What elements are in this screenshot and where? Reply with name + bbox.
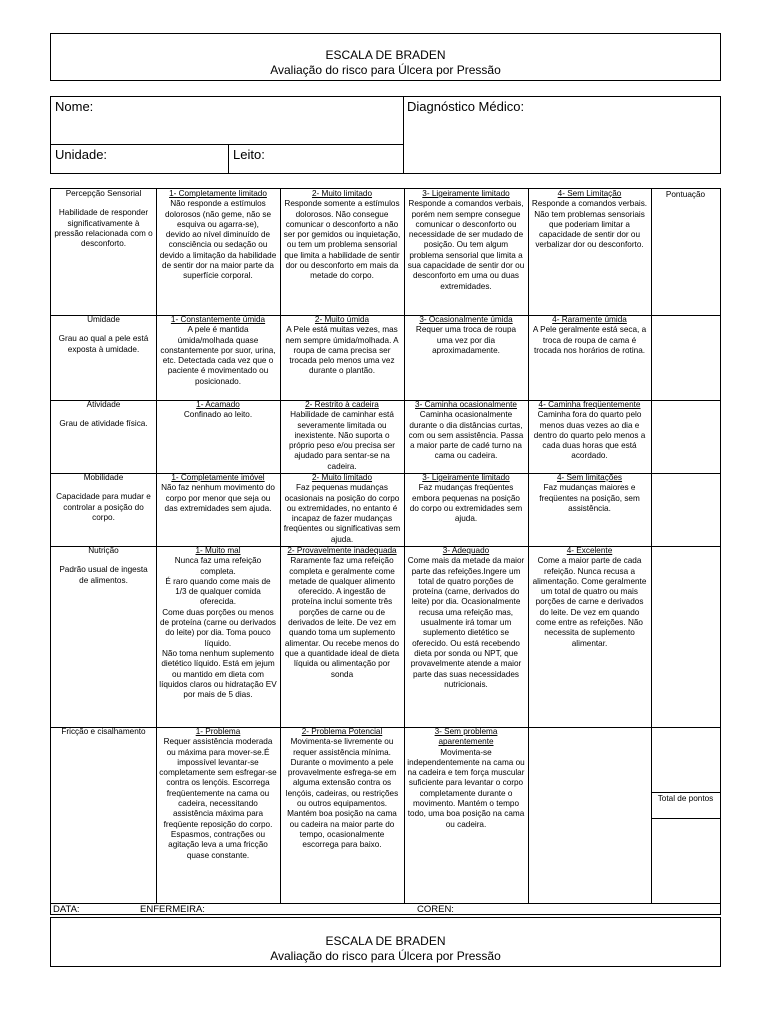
score-level-cell[interactable]: [528, 727, 651, 903]
score-level-cell[interactable]: [280, 727, 404, 903]
name-field[interactable]: [55, 99, 395, 141]
level-description: Não faz nenhum movimento do corpo por menor que seja ou das extremidades sem ajuda.: [161, 483, 275, 513]
total-points-label: Total de pontos: [657, 794, 714, 803]
date-label: DATA:: [53, 904, 80, 915]
category-description: Padrão usual de ingesta de alimentos.: [59, 565, 148, 585]
level-title: 4- Sem limitações: [556, 473, 623, 482]
score-level-cell[interactable]: [528, 473, 651, 546]
level-description: Requer uma troca de roupa uma vez por dia aproximadamente.: [415, 325, 517, 355]
level-description: Movimenta-se independentemente na cama ou na cadeira e tem força muscular suficiente para levantar o corpo completamente durante o movimento. Mantém o tempo todo, uma boa posição na cama ou cadeira.: [407, 747, 525, 829]
category-cell: [51, 189, 156, 315]
form-title: ESCALA DE BRADEN: [325, 48, 446, 62]
score-level-cell[interactable]: [280, 473, 404, 546]
level-title: 3- Adequado: [442, 546, 490, 555]
score-level-cell[interactable]: [528, 400, 651, 473]
score-level-cell[interactable]: [528, 315, 651, 400]
footer-divider: [51, 903, 720, 904]
braden-scale-table: [50, 188, 721, 915]
unit-field[interactable]: [55, 147, 223, 171]
category-name: Mobilidade: [83, 473, 124, 482]
diagnosis-label: Diagnóstico Médico:: [407, 99, 525, 114]
footer-title-box: [50, 917, 721, 967]
level-title: 4- Sem Limitação: [557, 189, 622, 198]
category-name: Nutrição: [88, 546, 119, 555]
level-title: 3- Sem problema aparentemente: [434, 727, 498, 747]
level-title: 4- Excelente: [566, 546, 613, 555]
level-description: A Pele está muitas vezes, mas nem sempre úmida/molhada. A roupa de cama precisa ser trocada pelo menos uma vez durante o plantão.: [285, 325, 399, 376]
level-description: Caminha fora do quarto pelo menos duas vezes ao dia e dentro do quarto pelo menos a cada duas horas que está acordado.: [533, 410, 646, 461]
level-title: 1- Muito mal: [195, 546, 241, 555]
level-title: 4- Raramente úmida: [552, 315, 627, 324]
total-divider: [651, 792, 720, 793]
level-description: Caminha ocasionalmente durante o dia distâncias curtas, com ou sem assistência. Passa a maior parte de cadé turno na cama ou cadeira.: [408, 410, 524, 461]
category-cell: [51, 473, 156, 546]
score-level-cell[interactable]: [404, 546, 528, 727]
footer-title: ESCALA DE BRADEN: [325, 934, 446, 948]
nurse-label: ENFERMEIRA:: [140, 904, 205, 915]
level-title: 3- Ocasionalmente úmida: [419, 315, 513, 324]
level-description: Faz mudanças freqüentes embora pequenas na posição do corpo ou extremidades sem ajuda.: [409, 483, 523, 524]
category-name: Umidade: [87, 315, 120, 324]
level-title: 2- Muito úmida: [314, 315, 370, 324]
level-description: Responde somente a estímulos dolorosos. Não consegue comunicar o desconforto a não ser por gemidos ou inquietação, ou tem um problema sensorial que limita a habilidade de sentir dor ou desconforto em mais da metade do corpo.: [283, 199, 401, 281]
coren-field[interactable]: [417, 904, 454, 915]
category-description: Habilidade de responder significativamente à pressão relacionada com o desconforto.: [54, 208, 153, 249]
score-level-cell[interactable]: [156, 546, 280, 727]
level-description: Requer assistência moderada ou máxima para mover-se.É impossível levantar-se completamente sem esfregar-se contra os lençóis. Escorrega freqüentemente na cama ou cadeira, necessitando assistência máxima para freqüente reposição do corpo. Espasmos, contrações ou agitação leva a uma fricção quase constante.: [159, 737, 277, 860]
score-level-cell[interactable]: [528, 546, 651, 727]
level-description: Come mais da metade da maior parte das refeições.Ingere um total de quatro porções de proteína (carne, derivados do leite) por dia. Ocasionalmente recusa uma refeição mas, usualmente irá tomar um suplemento dietético se oferecido. Ou está recebendo dieta por sonda ou NPT, que provavelmente atende a maior parte das suas necessidades nutricionais.: [407, 556, 525, 689]
score-level-cell[interactable]: [404, 189, 528, 315]
level-title: 2- Problema Potencial: [301, 727, 383, 736]
level-title: 2- Muito limitado: [311, 189, 373, 198]
level-title: 3- Caminha ocasionalmente: [415, 400, 517, 409]
level-title: 3- Ligeiramente limitado: [422, 473, 510, 482]
score-header-label: Pontuação: [665, 190, 706, 199]
date-field[interactable]: [53, 904, 80, 915]
category-cell: [51, 546, 156, 727]
level-title: 1- Acamado: [196, 400, 240, 409]
level-description: A pele é mantida úmida/molhada quase constantemente por suor, urina, etc. Detectada cada vez que o paciente é movimentado ou posicionado.: [160, 325, 276, 386]
category-description: Grau de atividade física.: [59, 419, 148, 429]
total-divider: [651, 818, 720, 819]
score-level-cell[interactable]: [156, 473, 280, 546]
score-level-cell[interactable]: [156, 400, 280, 473]
coren-label: COREN:: [417, 904, 454, 915]
score-level-cell[interactable]: [528, 189, 651, 315]
form-title-box: [50, 33, 721, 81]
form-subtitle: Avaliação do risco para Úlcera por Pressão: [270, 63, 501, 77]
level-title: 2- Muito limitado: [311, 473, 373, 482]
category-cell: [51, 315, 156, 400]
footer-subtitle: Avaliação do risco para Úlcera por Pressão: [270, 949, 501, 963]
level-title: 2- Provavelmente inadequada: [287, 546, 397, 555]
score-level-cell[interactable]: [404, 400, 528, 473]
level-description: Não responde a estímulos dolorosos (não geme, não se esquiva ou agarra-se), devido ao nível diminuído de consciência ou sedação ou devido a limitação da habilidade de sentir dor na maior parte da superfície corporal.: [159, 199, 277, 281]
category-description: Grau ao qual a pele está exposta à umidade.: [58, 334, 149, 354]
level-description: Responde a comandos verbais. Não tem problemas sensoriais que poderiam limitar a capacidade de sentir dor ou verbalizar dor ou desconforto.: [531, 199, 648, 250]
bed-field[interactable]: [233, 147, 398, 171]
category-name: Fricção e cisalhamento: [61, 727, 146, 736]
score-level-cell[interactable]: [280, 546, 404, 727]
unit-label: Unidade:: [55, 147, 108, 162]
bed-label: Leito:: [233, 147, 265, 162]
level-description: Come a maior parte de cada refeição. Nunca recusa a alimentação. Come geralmente um total de quatro ou mais porções de carne e derivados do leite. De vez em quando come entre as refeições. Não necessita de suplemento alimentar.: [532, 556, 647, 648]
level-title: 1- Completamente limitado: [169, 189, 267, 198]
level-title: 3- Ligeiramente limitado: [422, 189, 510, 198]
score-level-cell[interactable]: [280, 315, 404, 400]
score-level-cell[interactable]: [156, 727, 280, 903]
level-title: 1- Problema: [195, 727, 241, 736]
name-label: Nome:: [55, 99, 94, 114]
level-title: 4- Caminha freqüentemente: [538, 400, 641, 409]
nurse-field[interactable]: [140, 904, 205, 915]
score-level-cell[interactable]: [280, 400, 404, 473]
score-row-divider: [651, 727, 720, 728]
diagnosis-field[interactable]: [407, 99, 707, 169]
category-cell: [51, 400, 156, 473]
category-description: Capacidade para mudar e controlar a posição do corpo.: [56, 492, 151, 522]
score-level-cell[interactable]: [404, 727, 528, 903]
level-title: 1- Completamente imóvel: [171, 473, 265, 482]
category-name: Percepção Sensorial: [65, 189, 142, 198]
score-level-cell[interactable]: [404, 315, 528, 400]
level-description: Faz pequenas mudanças ocasionais na posição do corpo ou extremidades, no entanto é incapaz de fazer mudanças freqüentes ou significativas sem ajuda.: [283, 483, 401, 544]
score-level-cell[interactable]: [404, 473, 528, 546]
level-description: A Pele geralmente está seca, a troca de roupa de cama é trocada nos horários de rotina.: [532, 325, 647, 355]
level-title: 1- Constantemente úmida: [170, 315, 266, 324]
level-title: 2- Restrito à cadeira: [305, 400, 379, 409]
category-cell: [51, 727, 156, 903]
patient-info-box: [50, 96, 721, 174]
total-points-cell: [651, 792, 720, 818]
level-description: Responde a comandos verbais, porém nem sempre consegue comunicar o desconforto ou necessidade de ser mudado de posição. Ou tem algum problema sensorial que limita a sua capacidade de sentir dor ou desconforto em uma ou duas extremidades.: [407, 199, 525, 291]
score-level-cell[interactable]: [156, 189, 280, 315]
category-name: Atividade: [86, 400, 121, 409]
level-description: Movimenta-se livremente ou requer assistência mínima. Durante o movimento a pele provavelmente esfrega-se em alguma extensão contra os lençóis, cadeiras, ou restrições ou outros equipamentos. Mantém boa posição na cama ou cadeira na maior parte do tempo, ocasionalmente escorrega para baixo.: [285, 737, 399, 850]
score-level-cell[interactable]: [280, 189, 404, 315]
level-description: Nunca faz uma refeição completa. É raro quando come mais de 1/3 de qualquer comida oferecida. Come duas porções ou menos de proteína (carne ou derivados do leite) por dia. Toma pouco líquido. Não toma nenhum suplemento dietético líquido. Está em jejum ou mantido em dieta com líquidos claros ou hidratação EV por mais de 5 dias.: [159, 556, 277, 700]
score-level-cell[interactable]: [156, 315, 280, 400]
score-column-header: [651, 189, 720, 209]
level-description: Confinado ao leito.: [183, 410, 253, 420]
level-description: Raramente faz uma refeição completa e geralmente come metade de qualquer alimento oferecido. A ingestão de proteína inclui somente três porções de carne ou de derivados de leite. De vez em quando toma um suplemento alimentar. Ou recebe menos do que a quantidade ideal de dieta líquida ou alimentação por sonda: [284, 556, 400, 679]
level-description: Habilidade de caminhar está severamente limitada ou inexistente. Não suporta o próprio peso e/ou precisa ser ajudado para sentar-se na cadeira.: [288, 410, 396, 471]
level-description: Faz mudanças maiores e freqüentes na posição, sem assistência.: [539, 483, 640, 513]
